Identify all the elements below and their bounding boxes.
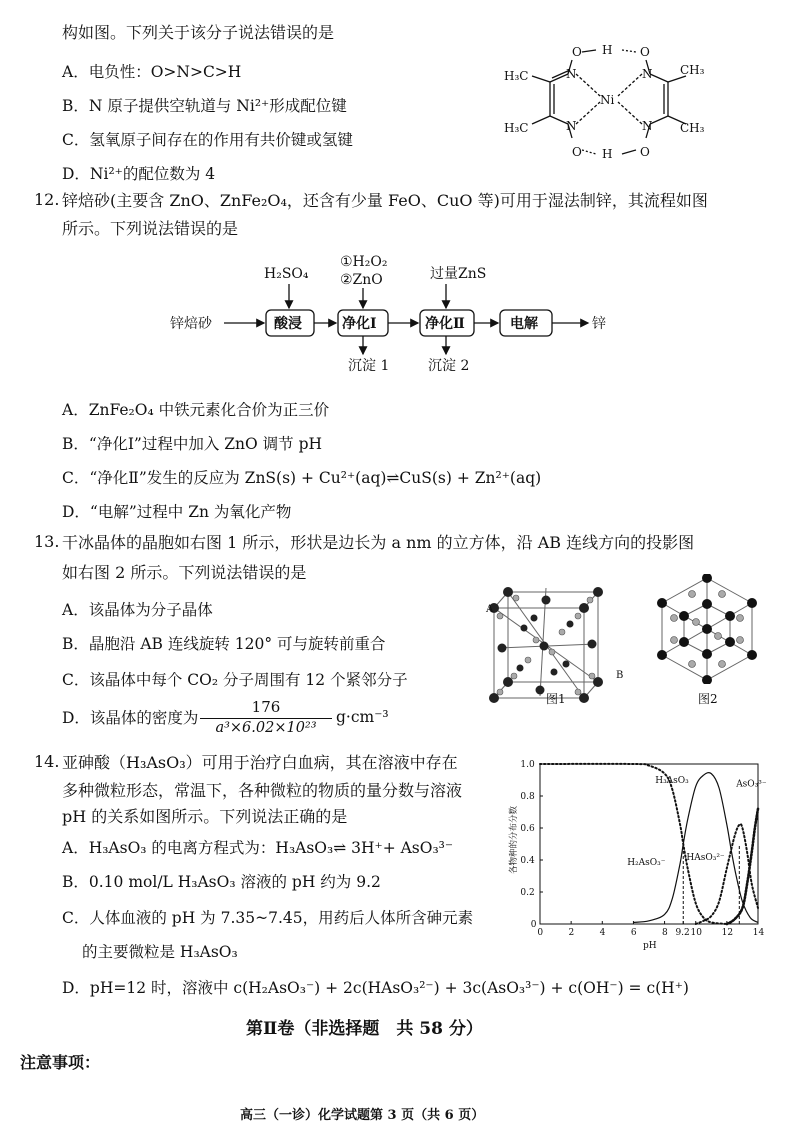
q14-option-b: B．0.10 mol/L H₃AsO₃ 溶液的 pH 约为 9.2 bbox=[62, 873, 381, 891]
q14-option-c-line-1: C．人体血液的 pH 为 7.35~7.45，用药后人体所含砷元素 bbox=[62, 909, 474, 927]
y-tick-label: 0.8 bbox=[520, 792, 535, 802]
q11-stem-tail: 构如图。下列关于该分子说法错误的是 bbox=[62, 23, 335, 42]
q13-fraction-bar bbox=[200, 718, 332, 719]
y-tick-label: 1.0 bbox=[520, 760, 535, 770]
q11-option-d: D．Ni²⁺的配位数为 4 bbox=[62, 165, 216, 183]
n-atom-label-3: N bbox=[642, 67, 653, 81]
q12-stem-line-2: 所示。下列说法错误的是 bbox=[62, 219, 239, 238]
flow-box-electrolysis: 电解 bbox=[510, 316, 538, 332]
y-tick-label: 0.2 bbox=[520, 888, 535, 898]
x-tick-label: 0 bbox=[537, 928, 544, 938]
n-atom-label-4: N bbox=[642, 119, 653, 133]
q13-density-unit: g·cm⁻³ bbox=[336, 708, 389, 726]
q13-stem-line-1: 干冰晶体的晶胞如右图 1 所示，形状是边长为 a nm 的立方体，沿 AB 连线方向的投影图 bbox=[62, 533, 695, 552]
series-label-1: H₂AsO₃⁻ bbox=[627, 857, 666, 868]
x-tick-label: 9.2 bbox=[675, 928, 690, 938]
x-tick-label: 6 bbox=[630, 928, 637, 938]
h-atom-label-2: H bbox=[602, 147, 613, 161]
q13-density-denominator: a³×6.02×10²³ bbox=[215, 720, 317, 736]
page-footer: 高三（一诊）化学试题第 3 页（共 6 页） bbox=[240, 1108, 485, 1123]
nickel-dimethylglyoxime-structure bbox=[500, 38, 720, 168]
series-label-3: AsO₃³⁻ bbox=[736, 779, 767, 790]
series-label-2: HAsO₃²⁻ bbox=[686, 853, 725, 863]
x-tick-label: 8 bbox=[661, 928, 668, 938]
ni-atom-label: Ni bbox=[600, 93, 615, 107]
q13-density-numerator: 176 bbox=[251, 698, 281, 716]
y-tick-label: 0.4 bbox=[520, 856, 535, 866]
chart-plot-frame bbox=[540, 764, 758, 924]
h-atom-label-1: H bbox=[602, 43, 613, 57]
o-atom-label-4: O bbox=[640, 145, 650, 159]
q14-option-c-line-2: 的主要微粒是 H₃AsO₃ bbox=[82, 943, 238, 961]
q14-stem-line-1: 亚砷酸（H₃AsO₃）可用于治疗白血病，其在溶液中存在 bbox=[62, 753, 458, 772]
notes-heading: 注意事项： bbox=[20, 1053, 101, 1072]
x-tick-label: 2 bbox=[568, 928, 575, 938]
flow-box-purify-2: 净化Ⅱ bbox=[425, 316, 465, 332]
q14-stem-line-3: pH 的关系如图所示。下列说法正确的是 bbox=[62, 807, 348, 826]
q12-number: 12. bbox=[34, 190, 60, 209]
q12-option-c: C．“净化Ⅱ”发生的反应为 ZnS(s) + Cu²⁺(aq)⇌CuS(s) + Zn²⁺(aq) bbox=[62, 469, 542, 487]
q11-option-b: B．N 原子提供空轨道与 Ni²⁺形成配位键 bbox=[62, 97, 347, 115]
flow-output-precipitate-2: 沉淀 2 bbox=[428, 358, 470, 374]
flow-end-label: 锌 bbox=[592, 316, 606, 332]
figure-2-caption: 图2 bbox=[698, 692, 718, 706]
q11-option-a: A．电负性：O>N>C>H bbox=[62, 63, 242, 81]
q13-option-b: B．晶胞沿 AB 连线旋转 120° 可与旋转前重合 bbox=[62, 635, 386, 653]
series-line-0 bbox=[540, 764, 727, 924]
y-tick-label: 0 bbox=[530, 920, 537, 930]
figure-1-caption: 图1 bbox=[546, 692, 566, 706]
q13-option-d-prefix: D．该晶体的密度为 bbox=[62, 709, 199, 727]
co2-projection-figure-2 bbox=[652, 574, 762, 684]
x-tick-label: 4 bbox=[599, 928, 606, 938]
q11-option-c: C．氢氧原子间存在的作用有共价键或氢键 bbox=[62, 131, 353, 149]
flow-start-label: 锌焙砂 bbox=[170, 316, 212, 332]
q13-option-c: C．该晶体中每个 CO₂ 分子周围有 12 个紧邻分子 bbox=[62, 671, 408, 689]
q14-number: 14. bbox=[34, 752, 60, 771]
arsenite-species-distribution-chart bbox=[504, 752, 768, 952]
methyl-label-2: H₃C bbox=[504, 121, 529, 135]
q14-stem-line-2: 多种微粒形态，常温下，各种微粒的物质的量分数与溶液 bbox=[62, 781, 463, 800]
series-label-0: H₃AsO₃ bbox=[655, 776, 689, 787]
x-tick-label: 12 bbox=[721, 928, 734, 938]
y-axis-label: 各物种的分布分数 bbox=[509, 805, 519, 874]
zinc-process-flowchart bbox=[170, 252, 610, 380]
n-atom-label-2: N bbox=[566, 119, 577, 133]
flow-box-purify-1: 净化Ⅰ bbox=[342, 316, 377, 332]
co2-unit-cell-figure-1 bbox=[484, 568, 634, 708]
q12-option-a: A．ZnFe₂O₄ 中铁元素化合价为正三价 bbox=[62, 401, 330, 419]
q12-stem-line-1: 锌焙砂(主要含 ZnO、ZnFe₂O₄，还含有少量 FeO、CuO 等)可用于湿法制锌，其流程如图 bbox=[62, 191, 708, 210]
q14-option-d: D．pH=12 时，溶液中 c(H₂AsO₃⁻) + 2c(HAsO₃²⁻) + 3c(AsO₃³⁻) + c(OH⁻) = c(H⁺) bbox=[62, 979, 689, 997]
x-axis-label: pH bbox=[643, 941, 657, 951]
o-atom-label-3: O bbox=[572, 145, 582, 159]
methyl-label-1: H₃C bbox=[504, 69, 529, 83]
flow-input-h2so4: H₂SO₄ bbox=[264, 266, 309, 282]
point-a-label: A bbox=[486, 604, 494, 615]
o-atom-label-1: O bbox=[572, 45, 582, 59]
q14-option-a: A．H₃AsO₃ 的电离方程式为：H₃AsO₃⇌ 3H⁺+ AsO₃³⁻ bbox=[62, 839, 454, 857]
x-tick-label: 14 bbox=[752, 928, 765, 938]
q12-option-b: B．“净化Ⅰ”过程中加入 ZnO 调节 pH bbox=[62, 435, 323, 453]
flow-input-h2o2: ①H₂O₂ bbox=[340, 254, 388, 270]
methyl-label-4: CH₃ bbox=[680, 121, 705, 135]
methyl-label-3: CH₃ bbox=[680, 63, 705, 77]
q13-option-a: A．该晶体为分子晶体 bbox=[62, 601, 213, 619]
q13-number: 13. bbox=[34, 532, 60, 551]
point-b-label: B bbox=[616, 670, 624, 681]
q12-option-d: D．“电解”过程中 Zn 为氧化产物 bbox=[62, 503, 292, 521]
flow-input-zno: ②ZnO bbox=[340, 272, 383, 288]
section-2-title: 第Ⅱ卷（非选择题 共 58 分） bbox=[246, 1019, 483, 1039]
y-tick-label: 0.6 bbox=[520, 824, 535, 834]
flow-output-precipitate-1: 沉淀 1 bbox=[348, 358, 390, 374]
flow-box-acid-leach: 酸浸 bbox=[274, 316, 302, 332]
q13-stem-line-2: 如右图 2 所示。下列说法错误的是 bbox=[62, 563, 307, 582]
n-atom-label-1: N bbox=[566, 67, 577, 81]
flow-input-zns: 过量ZnS bbox=[430, 266, 487, 282]
o-atom-label-2: O bbox=[640, 45, 650, 59]
x-tick-label: 10 bbox=[690, 928, 702, 938]
